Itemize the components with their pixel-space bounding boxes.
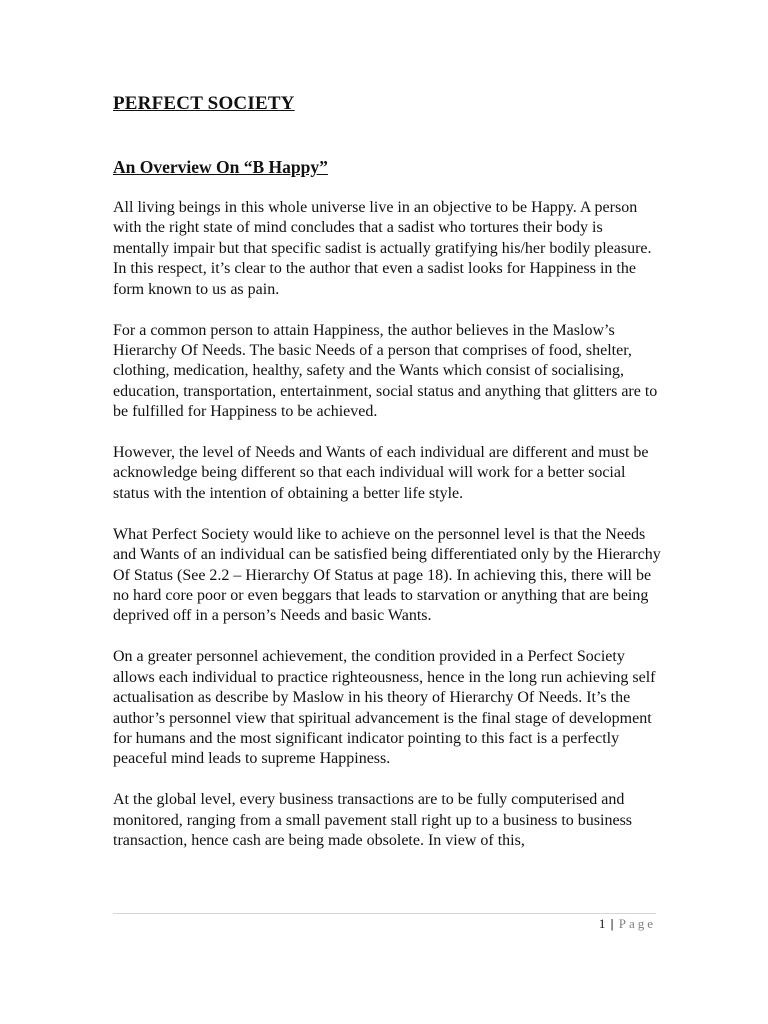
document-title: PERFECT SOCIETY bbox=[113, 93, 295, 114]
page-footer bbox=[599, 914, 656, 934]
paragraph-5: On a greater personnel achievement, the condition provided in a Perfect Society allows each individual to practice righteousness, hence in the long run achieving self actualisation as describe by Maslow in his theory of Hierarchy Of Needs. It’s the author’s personnel view that spiritual advancement is the final stage of development for humans and the most significant indicator pointing to this fact is a perfectly peaceful mind leads to supreme Happiness. bbox=[113, 648, 656, 768]
page-number: 1 bbox=[598, 916, 606, 931]
paragraph-2: For a common person to attain Happiness, the author believes in the Maslow’s Hierarchy Of Needs. The basic Needs of a person that comprises of food, shelter, clothing, medication, healthy, safety and the Wants which consist of socialising, education, transportation, entertainment, social status and anything that glitters are to be fulfilled for Happiness to be achieved. bbox=[113, 321, 658, 421]
footer-separator: | bbox=[610, 916, 614, 931]
page-content bbox=[113, 90, 661, 851]
footer-divider bbox=[113, 913, 656, 914]
page-label: Page bbox=[618, 916, 656, 931]
section-heading: An Overview On “B Happy” bbox=[113, 157, 328, 177]
paragraph-6: At the global level, every business transactions are to be fully computerised and monitored, ranging from a small pavement stall right up to a business to business transaction, hence cash are being made obsolete. In view of this, bbox=[113, 791, 633, 850]
paragraph-1: All living beings in this whole universe live in an objective to be Happy. A person with the right state of mind concludes that a sadist who tortures their body is mentally impair but that specific sadist is actually gratifying his/her bodily pleasure. In this respect, it’s clear to the author that even a sadist looks for Happiness in the form known to us as pain. bbox=[113, 199, 652, 298]
paragraph-4: What Perfect Society would like to achieve on the personnel level is that the Needs and Wants of an individual can be satisfied being differentiated only by the Hierarchy Of Status (See 2.2 – Hierarchy Of Status at page 18). In achieving this, there will be no hard core poor or even beggars that leads to starvation or anything that are being deprived off in a person’s Needs and basic Wants. bbox=[113, 525, 661, 625]
paragraph-3: However, the level of Needs and Wants of each individual are different and must be acknowledge being different so that each individual will work for a better social status with the intention of obtaining a better life style. bbox=[113, 444, 649, 502]
